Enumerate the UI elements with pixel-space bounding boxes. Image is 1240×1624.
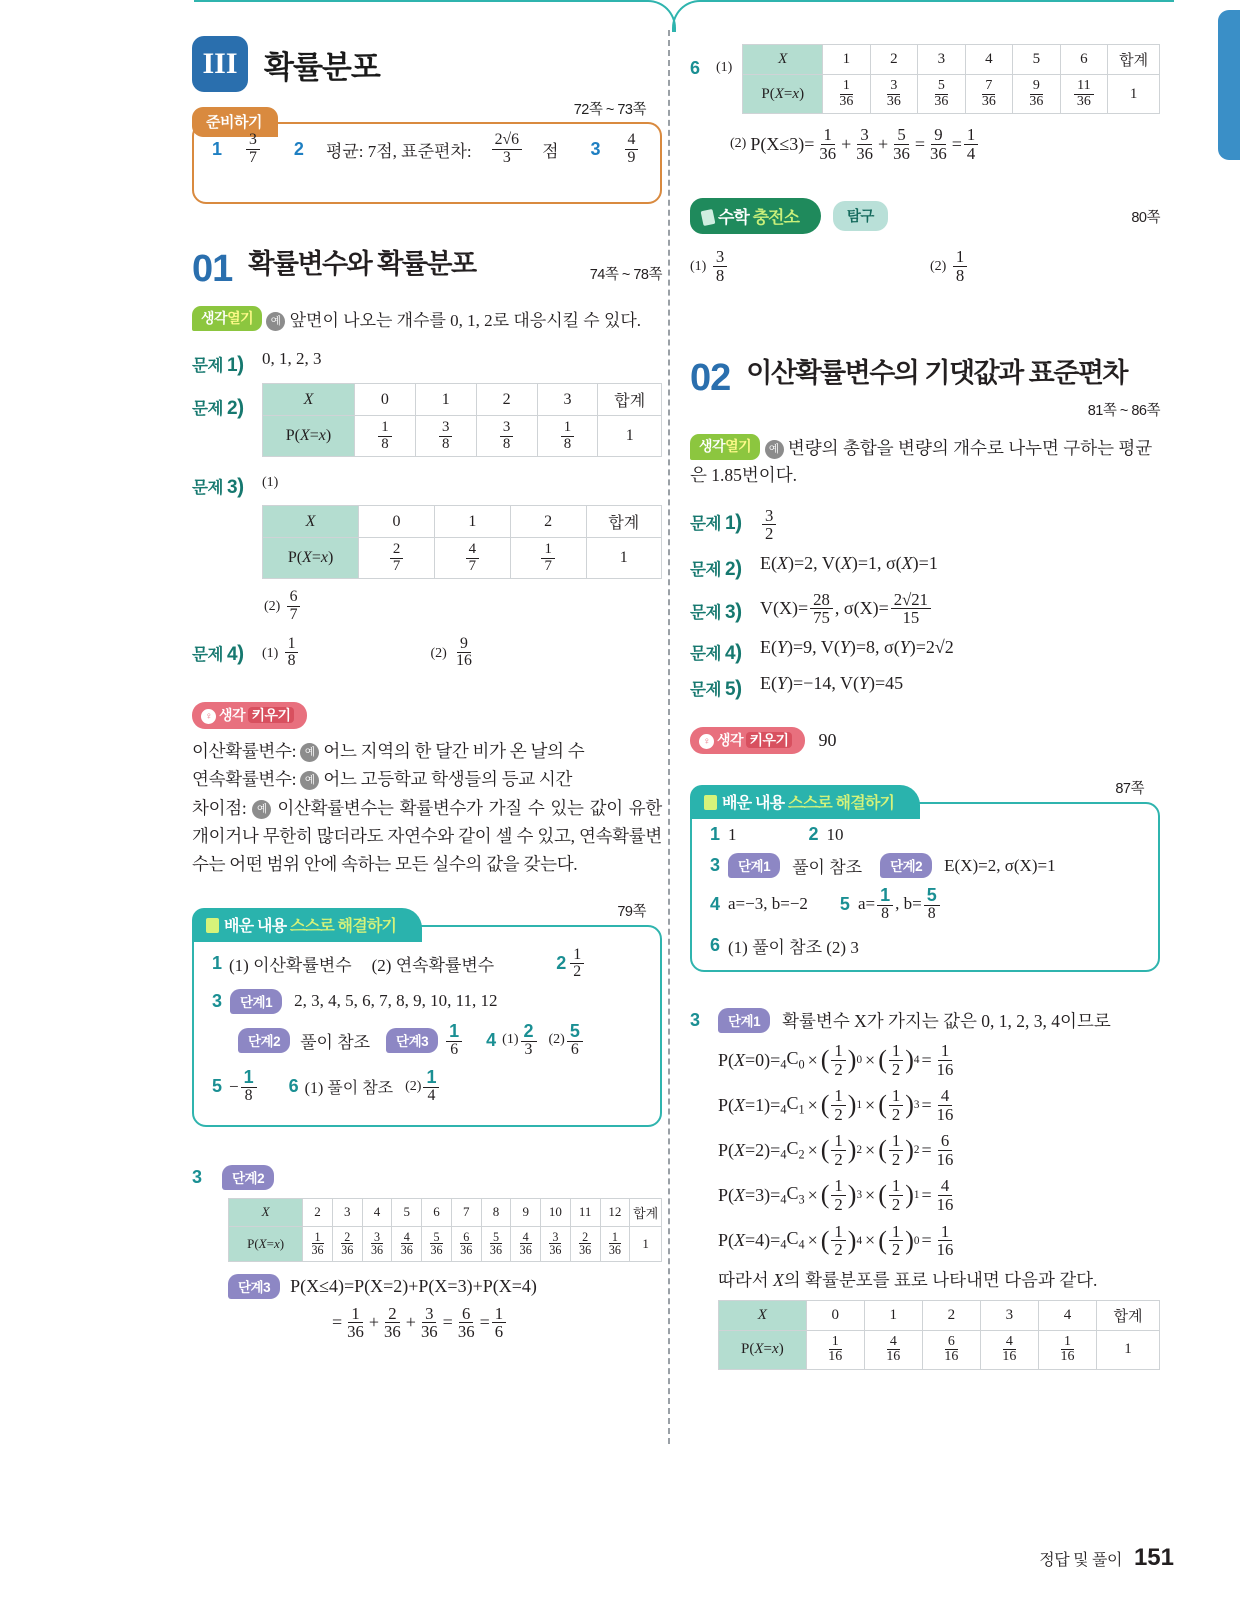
chapter-title: 확률분포	[264, 49, 380, 85]
prep-item-3-number: 3	[590, 138, 601, 159]
s2-problem-2-row	[690, 553, 1160, 581]
section-01-think-text: 앞면이 나오는 개수를 0, 1, 2로 대응시킬 수 있다.	[289, 311, 642, 330]
problem-1-row	[192, 349, 662, 377]
section-01-pages: 74쪽 ~ 78쪽	[589, 267, 662, 283]
problem-3-part1-marker: (1)	[262, 475, 279, 491]
bulb-icon: ♀	[699, 734, 714, 749]
section-01-header	[192, 250, 662, 288]
edge-thumb-tab	[1218, 10, 1240, 160]
math-charge-page: 80쪽	[1131, 209, 1160, 226]
s2-solution-3-closing: 따라서 X의 확률분포를 표로 나타내면 다음과 같다.	[718, 1269, 1098, 1290]
s2-problem-3-label: 문제 3)	[690, 599, 742, 623]
example-marker-icon: 예	[300, 743, 319, 762]
self-solve-row-1: 1 (1) 이산확률변수 (2) 연속확률변수 2 $\frac{1}{2}$	[212, 947, 642, 981]
prep-item-2-text: 평균: 7점, 표준편차:	[325, 141, 472, 161]
example-marker-icon: 예	[300, 771, 319, 790]
section-02-think-text: 변량의 총합을 변량의 개수로 나누면 구하는 평균은 1.85번이다.	[690, 437, 1153, 485]
s2-problem-1-answer: $\frac{3}{2}$	[760, 507, 778, 543]
right-q6-part2: (2) P(X≤3)= $\frac{1}{36}$ + $\frac{3}{36}$ + $\frac{5}{36}$ = $\frac{9}{36}$ = $\frac{1}{4}$	[730, 126, 1160, 162]
self-solve-box-left	[192, 903, 662, 1127]
problem-3-label: 문제 3)	[192, 475, 244, 499]
solution-3-table-wrap	[228, 1198, 662, 1262]
ss-right-row-1: 1 1 2 10	[710, 824, 844, 845]
grow-section-left	[192, 702, 662, 729]
step-chip-3: 단계3	[386, 1028, 438, 1053]
book-icon	[701, 209, 716, 226]
prep-tab-label: 준비하기	[192, 107, 278, 137]
bulb-icon: ♀	[201, 709, 216, 724]
self-solve-row-3: 단계2 풀이 참조 단계3 $\frac{1}{6}$ 4 (1) $\frac{2}{3}$ (2) $\frac{5}{6}$	[212, 1022, 642, 1058]
solution-3-step3-line2: = $\frac{1}{36}$ + $\frac{2}{36}$ + $\frac{3}{36}$ = $\frac{6}{36}$ = $\frac{1}{6}$	[332, 1305, 662, 1341]
binomial-equation: P(X=0)= $_4C_0$ × ( $\frac{1}{2}$ ) 0 × ( $\frac{1}{2}$ ) 4 = $\frac{1}{16}$	[718, 1041, 954, 1079]
step-chip-1: 단계1	[230, 989, 282, 1014]
chapter-header	[192, 36, 662, 92]
self-solve-tab-left: 배운 내용 스스로 해결하기	[192, 908, 422, 942]
section-02-title: 이산확률변수의 기댓값과 표준편차	[746, 357, 1128, 388]
example-marker-icon: 예	[266, 312, 285, 331]
right-q6-row: 6 (1) X 1 2 3 4 5 6 합계 P(X=x) $\frac{1}{36}$ $\frac{3}{36}$ $\frac{5}{36}$ $\frac{7}{36}$ $\frac{9}{36}$ $\frac{11}{36}$ 1	[690, 44, 1160, 114]
right-q6-table: X 1 2 3 4 5 6 합계 P(X=x) $\frac{1}{36}$ $\frac{3}{36}$ $\frac{5}{36}$ $\frac{7}{36}$ $\frac{9}{36}$ $\frac{11}{36}$ 1	[742, 44, 1160, 114]
footer-label: 정답 및 풀이	[1039, 1552, 1122, 1569]
s2-problem-5-row	[690, 673, 1160, 701]
prep-item-2-number: 2	[293, 138, 304, 159]
solution-3-step3: 단계3 P(X≤4)=P(X=2)+P(X=3)+P(X=4)	[228, 1274, 662, 1299]
section-01-think-row	[192, 306, 662, 331]
grow-badge-left: ♀ 생각 키우기	[192, 702, 307, 729]
prep-item-1-answer: $\frac{3}{7}$	[246, 132, 260, 166]
prep-item-3-answer: $\frac{4}{9}$	[625, 132, 639, 166]
think-open-badge: 생각열기	[690, 434, 760, 461]
note-icon	[206, 918, 219, 933]
s2-problem-1-label: 문제 1)	[690, 510, 742, 534]
s2-problem-1-row	[690, 507, 1160, 543]
prep-item-1-number: 1	[212, 138, 223, 159]
math-charge-p1: (1) $\frac{3}{8}$	[690, 248, 930, 284]
math-charge-sub: 탐구	[833, 201, 888, 231]
binomial-equation: P(X=3)= $_4C_3$ × ( $\frac{1}{2}$ ) 3 × ( $\frac{1}{2}$ ) 1 = $\frac{4}{16}$	[718, 1176, 954, 1214]
s2-problem-2-answer: E(X)=2, V(X)=1, σ(X)=1	[760, 552, 938, 573]
grow-value-right: 90	[818, 730, 837, 751]
problem-3-row	[192, 471, 662, 499]
problem-2-table: X 0 1 2 3 합계 P(X=x) $\frac{1}{8}$ $\frac{3}{8}$ $\frac{3}{8}$ $\frac{1}{8}$ 1	[262, 383, 662, 457]
problem-4-row	[192, 636, 662, 670]
problem-3-part2-frac: $\frac{6}{7}$	[287, 589, 301, 623]
note-icon	[704, 795, 717, 810]
prep-pages: 72쪽 ~ 73쪽	[573, 102, 646, 118]
solution-3-table: X 2 3 4 5 6 7 8 9 10 11 12 합계 P(X=x) $\frac{1}{36}$ $\frac{2}{36}$ $\frac{3}{36}$ $\frac{4}{36}$ $\frac{5}{36}$ $\frac{6}{36}$ $\frac{5}{36}$ $\frac{4}{36}$ $\frac{3}{36}$ $\frac{2}{36}$ $\frac{1}{36}$ 1	[228, 1198, 662, 1262]
math-charge-header	[690, 198, 1160, 234]
ss-right-row-2: 3 단계1 풀이 참조 단계2 E(X)=2, σ(X)=1	[710, 855, 1056, 878]
step-chip-3: 단계3	[228, 1274, 280, 1299]
chapter-numeral-badge: III	[192, 36, 248, 92]
problem-2-row	[192, 383, 662, 457]
step-chip-1: 단계1	[728, 853, 780, 878]
problem-2-label: 문제 2)	[192, 396, 244, 419]
ss-right-row-3: 4 a=−3, b=−2 5 a= $\frac{1}{8}$ , b= $\frac{5}{8}$	[710, 886, 1140, 922]
problem-3-part2: (2) $\frac{6}{7}$	[264, 589, 662, 623]
binomial-equation: P(X=4)= $_4C_4$ × ( $\frac{1}{2}$ ) 4 × ( $\frac{1}{2}$ ) 0 = $\frac{1}{16}$	[718, 1221, 954, 1260]
example-marker-icon: 예	[252, 800, 271, 819]
prep-box	[192, 102, 662, 204]
section-02-number: 02	[690, 356, 731, 399]
self-solve-box-right	[690, 781, 1160, 972]
grow-line-1: 이산확률변수: 예 어느 지역의 한 달간 비가 온 날의 수	[192, 740, 585, 761]
s2-solution-3-table-wrap	[718, 1300, 1160, 1370]
math-charge-p2: (2) $\frac{1}{8}$	[930, 248, 969, 284]
s2-problem-3-answer: V(X)= $\frac{28}{75}$ , σ(X)= $\frac{2√21}{15}$	[760, 591, 933, 627]
math-charge-answers	[690, 248, 1160, 284]
problem-1-answer: 0, 1, 2, 3	[262, 349, 322, 368]
self-solve-page-right: 87쪽	[1115, 781, 1144, 798]
left-column	[192, 0, 662, 1341]
prep-answers	[212, 132, 650, 166]
step-chip-1: 단계1	[718, 1008, 770, 1033]
problem-1-label: 문제 1)	[192, 353, 244, 376]
s2-problem-3-row	[690, 591, 1160, 627]
grow-badge-right: ♀ 생각 키우기	[690, 727, 805, 754]
s2-solution-3-header: 3 단계1 확률변수 X가 가지는 값은 0, 1, 2, 3, 4이므로	[690, 1010, 1111, 1032]
s2-problem-5-answer: E(Y)=−14, V(Y)=45	[760, 673, 904, 694]
grow-section-right	[690, 727, 1160, 754]
grow-text-left	[192, 737, 662, 879]
page-footer	[1039, 1544, 1174, 1572]
s2-problem-4-row	[690, 637, 1160, 665]
grow-line-2: 연속확률변수: 예 어느 고등학교 학생들의 등교 시간	[192, 769, 573, 790]
section-02-pages: 81쪽 ~ 86쪽	[1087, 402, 1160, 419]
grow-line-3: 차이점: 예 이산확률변수는 확률변수가 가질 수 있는 값이 유한개이거나 무한히 많더라도 자연수와 같이 셀 수 있고, 연속확률변수는 어떤 범위 안에 속하는 모든 실수의 값을 갖는다.	[192, 797, 663, 875]
problem-3-table-wrap	[262, 505, 662, 579]
think-open-badge: 생각열기	[192, 306, 262, 331]
example-marker-icon: 예	[765, 440, 784, 459]
problem-3-table: X 0 1 2 합계 P(X=x) $\frac{2}{7}$ $\frac{4}{7}$ $\frac{1}{7}$ 1	[262, 505, 662, 579]
ss-right-row-4: 6 (1) 풀이 참조 (2) 3	[710, 934, 859, 957]
problem-4-part2: (2) $\frac{9}{16}$	[430, 634, 472, 670]
section-02-think-row	[690, 434, 1160, 489]
self-solve-row-2: 3 단계1 2, 3, 4, 5, 6, 7, 8, 9, 10, 11, 12	[212, 989, 642, 1014]
section-01-number: 01	[192, 248, 233, 290]
footer-page-number: 151	[1133, 1544, 1174, 1571]
step-chip-2: 단계2	[238, 1028, 290, 1053]
binomial-equation: P(X=2)= $_4C_2$ × ( $\frac{1}{2}$ ) 2 × ( $\frac{1}{2}$ ) 2 = $\frac{6}{16}$	[718, 1131, 954, 1169]
step-chip-2: 단계2	[222, 1165, 274, 1190]
solution-3-header-left: 3 단계2	[192, 1165, 662, 1190]
prep-item-2-unit: 점	[542, 141, 559, 161]
s2-problem-4-answer: E(Y)=9, V(Y)=8, σ(Y)=2√2	[760, 637, 954, 658]
section-02-header	[690, 356, 1160, 399]
right-column	[690, 0, 1160, 1370]
s2-problem-4-label: 문제 4)	[690, 641, 742, 665]
s2-problem-5-label: 문제 5)	[690, 677, 742, 701]
section-01-title: 확률변수와 확률분포	[248, 249, 476, 279]
column-divider	[668, 30, 670, 1444]
problem-4-label: 문제 4)	[192, 641, 244, 665]
s2-solution-3-equations	[718, 1042, 1160, 1259]
self-solve-tab-right: 배운 내용 스스로 해결하기	[690, 785, 920, 819]
problem-4-part1: (1) $\frac{1}{8}$	[262, 636, 300, 670]
s2-problem-2-label: 문제 2)	[690, 556, 742, 580]
math-charge-tab: 수학 충전소	[690, 198, 821, 234]
step-chip-2: 단계2	[880, 853, 932, 878]
s2-solution-3-table: X 0 1 2 3 4 합계 P(X=x) $\frac{1}{16}$ $\frac{4}{16}$ $\frac{6}{16}$ $\frac{4}{16}$ $\frac{1}{16}$ 1	[718, 1300, 1160, 1370]
self-solve-row-4: 5 − $\frac{1}{8}$ 6 (1) 풀이 참조 (2) $\frac{1}{4}$	[212, 1068, 642, 1104]
self-solve-page-left: 79쪽	[617, 903, 646, 920]
binomial-equation: P(X=1)= $_4C_1$ × ( $\frac{1}{2}$ ) 1 × ( $\frac{1}{2}$ ) 3 = $\frac{4}{16}$	[718, 1086, 954, 1124]
prep-item-2-frac: $\frac{2√6}{3}$	[492, 132, 522, 166]
